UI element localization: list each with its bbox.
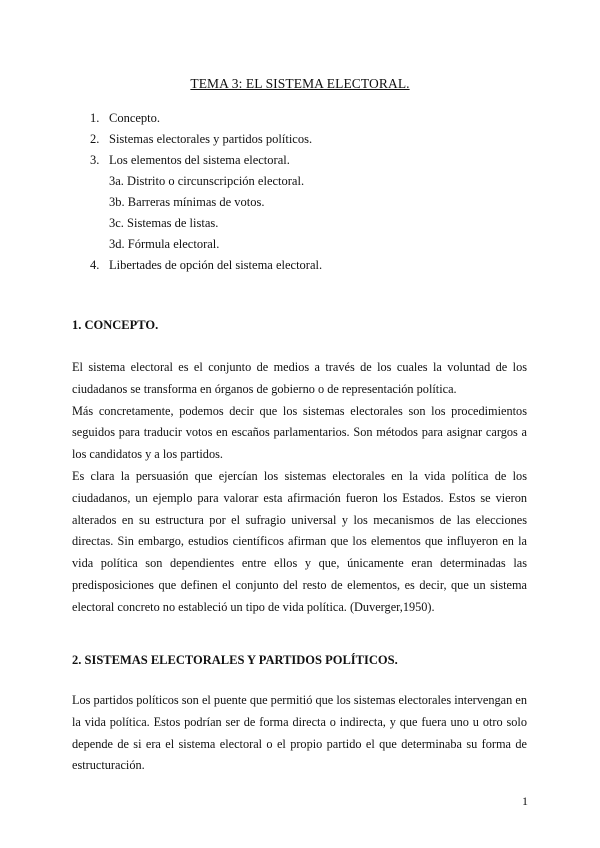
section-1-body <box>72 357 527 619</box>
paragraph: Más concretamente, podemos decir que los sistemas electorales son los procedimientos seguidos para traducir votos en escaños parlamentarios. Son métodos para asignar cargos a los candidatos y a los partidos. <box>72 403 527 462</box>
toc-item: 4. Libertades de opción del sistema electoral. <box>90 258 323 272</box>
toc-item: 2. Sistemas electorales y partidos políticos. <box>90 132 313 146</box>
section-1-heading: 1. CONCEPTO. <box>72 318 159 332</box>
toc-subitem: 3c. Sistemas de listas. <box>109 216 219 230</box>
toc-subitem: 3d. Fórmula electoral. <box>109 237 220 251</box>
page-number: 1 <box>522 794 528 808</box>
toc-subitem: 3a. Distrito o circunscripción electoral. <box>109 174 305 188</box>
toc-item: 1. Concepto. <box>90 111 161 125</box>
toc-subitem: 3b. Barreras mínimas de votos. <box>109 195 265 209</box>
paragraph: Es clara la persuasión que ejercían los sistemas electorales en la vida política de los ciudadanos, un ejemplo para valorar esta afirmación fueron los Estados. Estos se vieron alterados en su estructura por el sufragio universal y los mecanismos de las elecciones directas. Sin embargo, estudios científicos afirman que los elementos que influyeron en la vida política son dependientes entre ellos y que, únicamente eran determinadas las predisposiciones que definen el conjunto del resto de elementos, es decir, que un sistema electoral concreto no estableció un tipo de vida política. (Duverger,1950). <box>72 468 527 614</box>
paragraph: El sistema electoral es el conjunto de medios a través de los cuales la voluntad de los ciudadanos se transforma en órganos de gobierno o de representación política. <box>72 360 527 396</box>
section-2-body <box>72 690 527 777</box>
paragraph: Los partidos políticos son el puente que permitió que los sistemas electorales intervengan en la vida política. Estos podrían ser de forma directa o indirecta, y que fuera uno u otro solo depende de si era el sistema electoral o el propio partido el que determinaba su forma de estructuración. <box>72 693 527 773</box>
section-2-heading: 2. SISTEMAS ELECTORALES Y PARTIDOS POLÍTICOS. <box>72 653 398 667</box>
document-title: TEMA 3: EL SISTEMA ELECTORAL. <box>190 76 410 91</box>
toc-item: 3. Los elementos del sistema electoral. <box>90 153 290 167</box>
table-of-contents <box>90 108 322 276</box>
